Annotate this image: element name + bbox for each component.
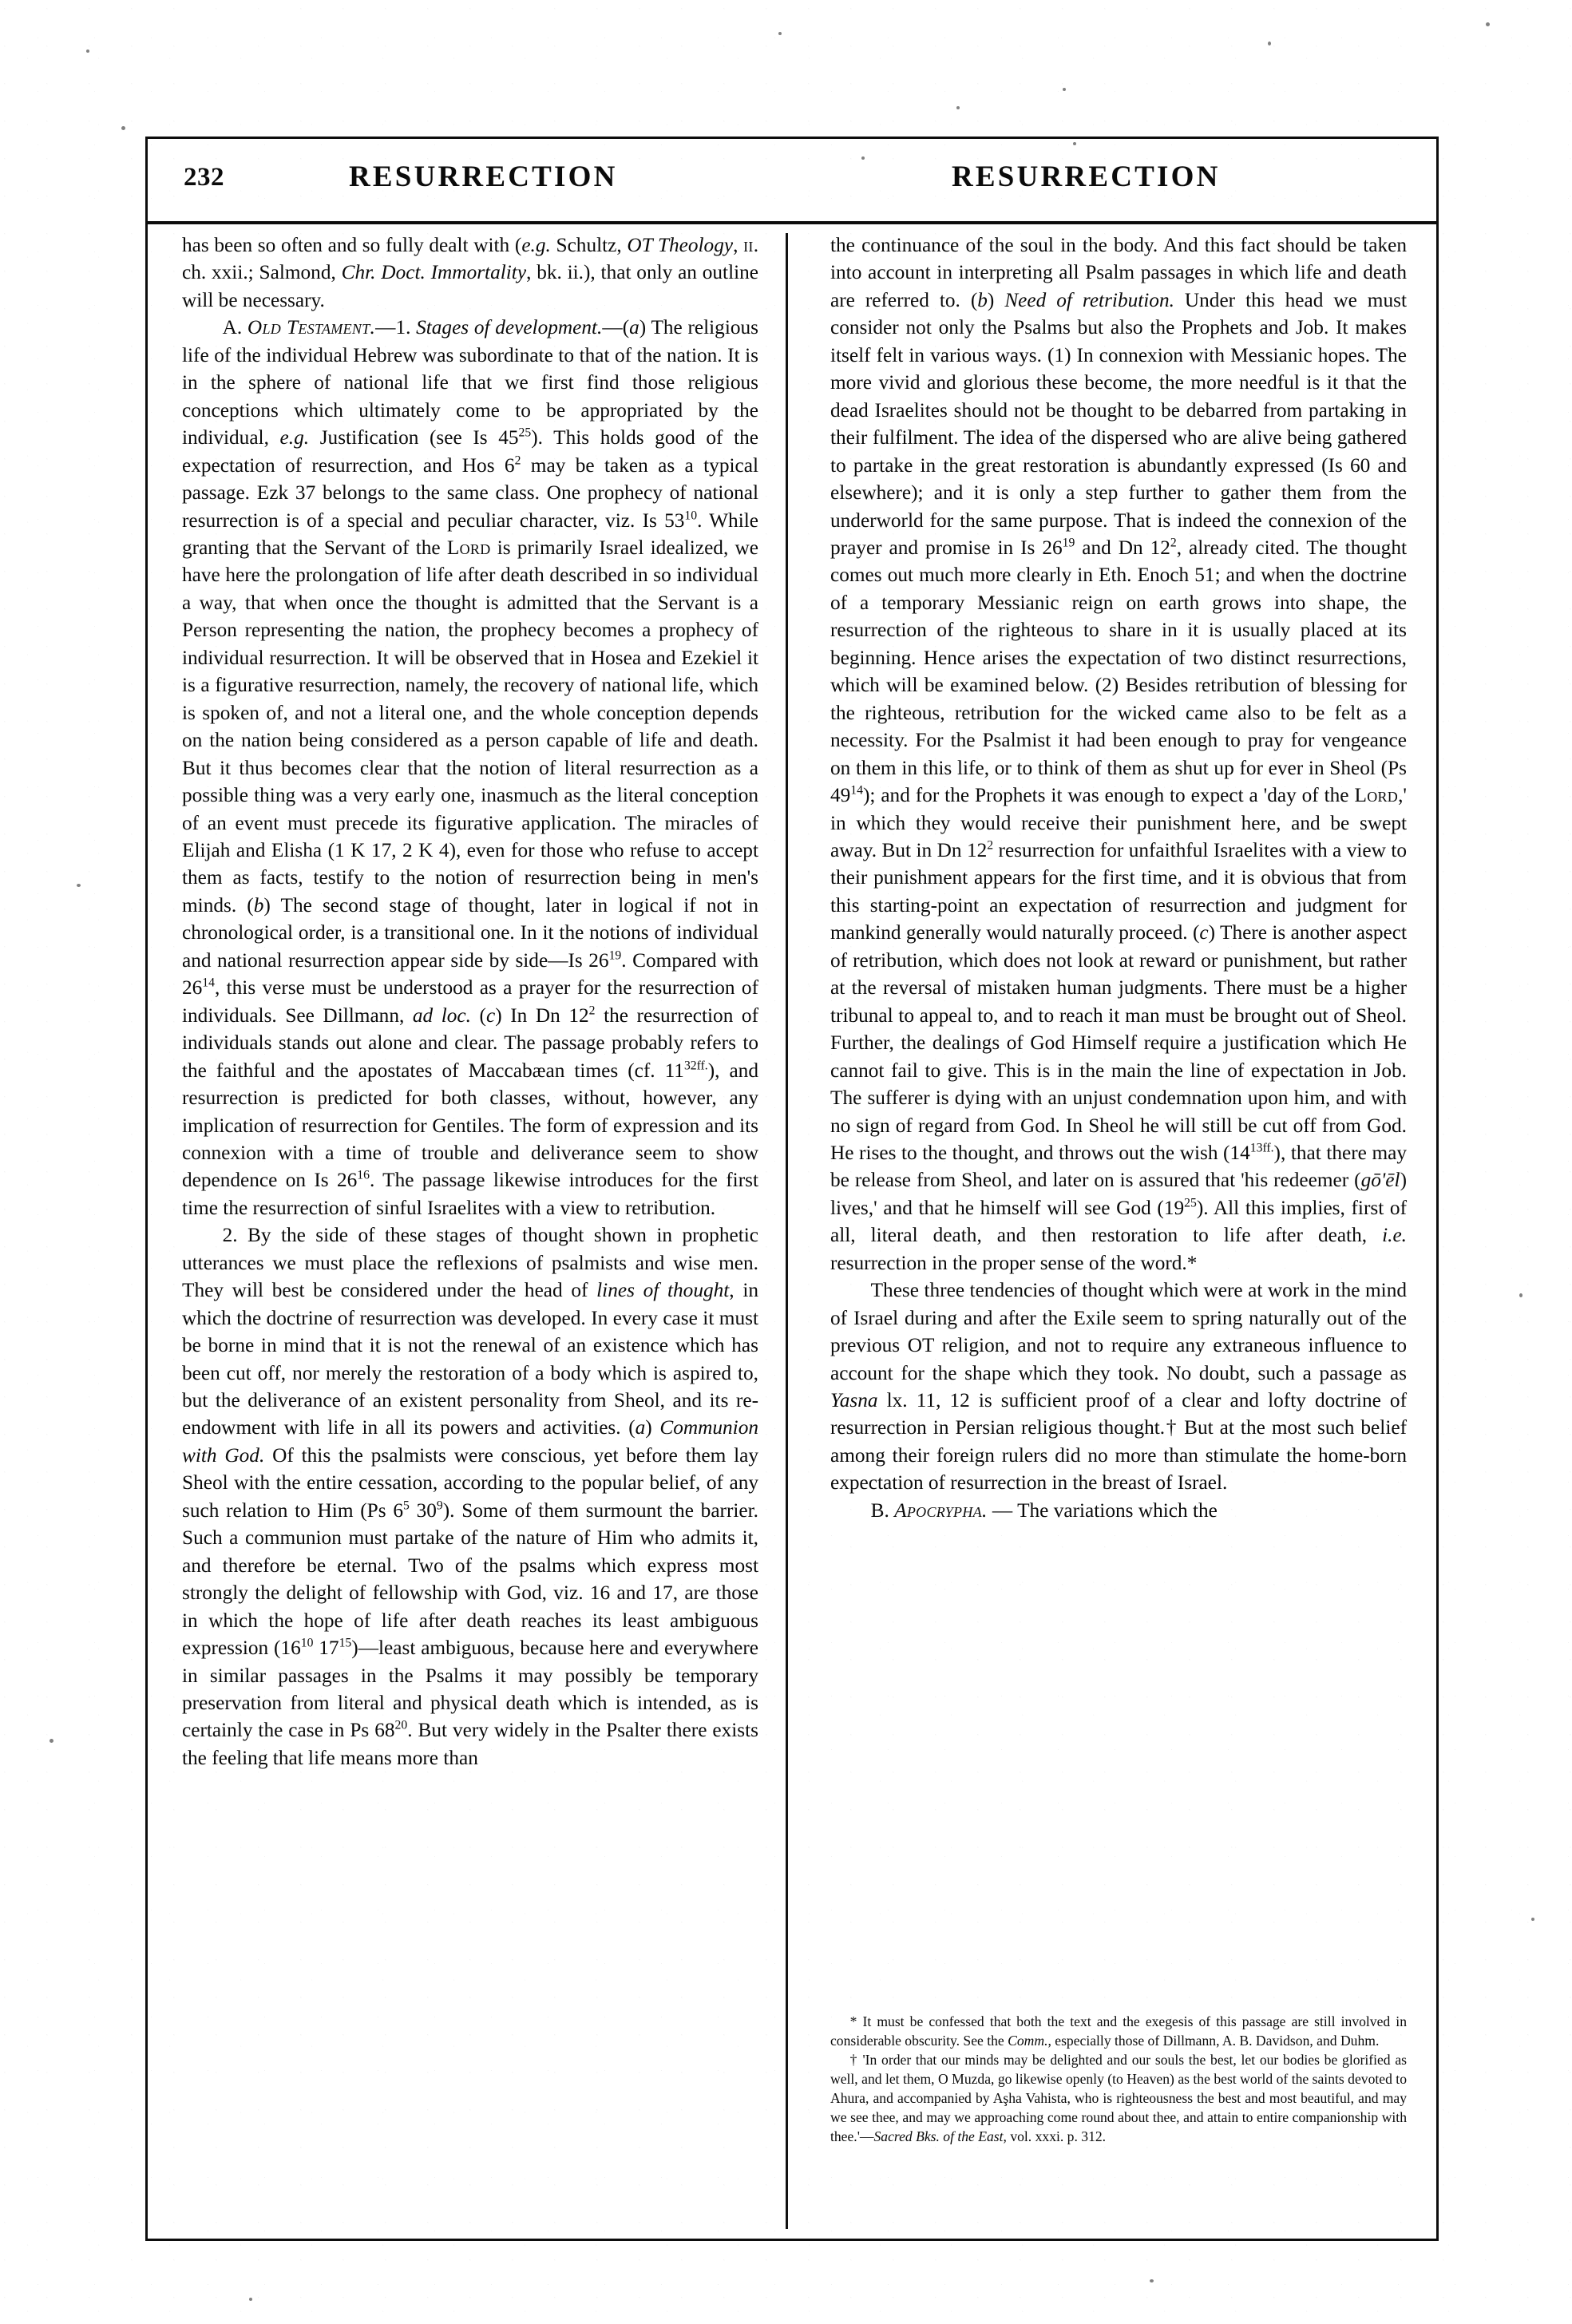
running-head-right-title: RESURRECTION [952, 160, 1221, 193]
text-column-right [830, 232, 1407, 1524]
column-divider-rule [786, 233, 788, 2229]
paragraph-old-testament: A. Old Testament.—1. Stages of development.—(a) The religious life of the individual Hebrew was subordinate to that of the nation. It is in the sphere of national life that we first find those religious conceptions which ultimately come to be appropriated by the individual, e.g. Justification (see Is $45^{25}$). This holds good of the expectation of resurrection, and Hos $6^2$ may be taken as a typical passage. Ezk 37 belongs to the same class. One prophecy of national resurrection is of a special and peculiar character, viz. Is $53^{10}$. While granting that the Servant of the Lord is primarily Israel idealized, we have here the prolongation of life after death described in so individual a way, that when once the thought is admitted that the Servant is a Person representing the nation, the prophecy becomes a prophecy of individual resurrection. It will be observed that in Hosea and Ezekiel it is a figurative resurrection, namely, the recovery of national life, which is spoken of, and not a literal one, and the whole conception depends on the nation being considered as a person capable of life and death. But it thus becomes clear that the notion of literal resurrection as a possible thing was a very early one, inasmuch as the literal conception of an event must precede its figurative application. The miracles of Elijah and Elisha (1 K 17, 2 K 4), even for those who refuse to accept them as facts, testify to the notion of resurrection being in men's minds. (b) The second stage of thought, later in logical if not in chronological order, is a transitional one. In it the notions of individual and national resurrection appear side by side—Is $26^{19}$. Compared with $26^{14}$, this verse must be understood as a prayer for the resurrection of individuals. See Dillmann, ad loc. (c) In Dn $12^2$ the resurrection of individuals stands out alone and clear. The passage probably refers to the faithful and the apostates of Maccabæan times (cf. $11^{32ff.}$), and resurrection is predicted for both classes, without, however, any implication of resurrection for Gentiles. The form of expression and its connexion with a time of trouble and deliverance seem to show dependence on Is $26^{16}$. The passage likewise introduces for the first time the resurrection of sinful Israelites with a view to retribution. [182, 316, 759, 1219]
running-head [145, 137, 1439, 224]
running-head-left-title: RESURRECTION [349, 160, 618, 193]
footnote-asterisk: * It must be confessed that both the text and the exegesis of this passage are still involved in considerable obscurity. See the Comm., especially those of Dillmann, A. B. Davidson, and Duhm. [830, 2013, 1407, 2049]
text-column-left [182, 232, 758, 1772]
paragraph-apocrypha-heading: B. Apocrypha. — The variations which the [870, 1499, 1218, 1522]
footnote-block [830, 2012, 1407, 2146]
footnote-dagger: † 'In order that our minds may be delighted and our souls the best, let our bodies be glorified as well, and let them, O Muzda, go likewise openly (to Heaven) as the best world of the saints devoted to Ahura, and accompanied by Aşha Vahista, who is righteousness the best and most beautiful, and may we see thee, and may we approaching come round about thee, and attain to entire companionship with thee.'—Sacred Bks. of the East, vol. xxxi. p. 312. [830, 2052, 1407, 2144]
paragraph-need-of-retribution: the continuance of the soul in the body. And this fact should be taken into account in interpreting all Psalm passages in which life and death are referred to. (b) Need of retribution. Under this head we must consider not only the Psalms but also the Prophets and Job. It makes itself felt in various ways. (1) In connexion with Messianic hopes. The more vivid and glorious these become, the more needful is it that the dead Israelites should not be thought to be debarred from partaking in their fulfilment. The idea of the dispersed who are alive being gathered to partake in the great restoration is abundantly expressed (Is 60 and elsewhere); and it is only a step further to gather them from the underworld for the same purpose. That is indeed the connexion of the prayer and promise in Is $26^{19}$ and Dn $12^2$, already cited. The thought comes out much more clearly in Eth. Enoch 51; and when the doctrine of a temporary Messianic reign on earth grows into shape, the resurrection of the righteous to share in it is usually placed at its beginning. Hence arises the expectation of two distinct resurrections, which will be examined below. (2) Besides retribution of blessing for the righteous, retribution for the wicked came also to be felt as a necessity. For the Psalmist it had been enough to pray for vengeance on them in this life, or to think of them as shut up for ever in Sheol (Ps $49^{14}$); and for the Prophets it was enough to expect a 'day of the Lord,' in which they would receive their punishment here, and be swept away. But in Dn $12^2$ resurrection for unfaithful Israelites with a view to their punishment appears for the first time, and it is obvious that from this starting-point an expectation of resurrection and judgment for mankind generally would naturally proceed. (c) There is another aspect of retribution, which does not look at reward or punishment, but rather at the reversal of mistaken human judgments. There must be a higher tribunal to appeal to, and to reach it man must be brought out of Sheol. Further, the dealings of God Himself require a justification which He cannot fail to give. This is in the main the line of expectation in Job. The sufferer is dying with an unjust condemnation upon him, and with no sign of regard from God. In Sheol he will still be cut off from God. He rises to the thought, and throws out the wish $(14^{13ff.})$, that there may be release from Sheol, and later on is assured that 'his redeemer (gō'ēl) lives,' and that he himself will see God $(19^{25})$. All this implies, first of all, literal death, and then restoration to life after death, i.e. resurrection in the proper sense of the word.* [830, 234, 1407, 1274]
paragraph-three-tendencies: These three tendencies of thought which were at work in the mind of Israel during and after the Exile seem to spring naturally out of the previous OT religion, and not to require any extraneous influence to account for the shape which they took. No doubt, such a passage as Yasna lx. 11, 12 is sufficient proof of a clear and lofty doctrine of resurrection in Persian religious thought.† But at the most such belief among their foreign rulers did no more than stimulate the home-born expectation of resurrection in the breast of Israel. [830, 1279, 1407, 1495]
paragraph-point-two: 2. By the side of these stages of thought shown in prophetic utterances we must place the reflexions of psalmists and wise men. They will best be considered under the head of lines of thought, in which the doctrine of resurrection was developed. In every case it must be borne in mind that it is not the renewal of an existence which has been cut off, nor merely the restoration of a body which is aspired to, but the deliverance of an existent personality from Sheol, and its re-endowment with life in all its powers and activities. (a) Communion with God. Of this the psalmists were conscious, yet before them lay Sheol with the entire cessation, according to the popular belief, of any such relation to Him (Ps $6^5$ $30^9$). Some of them surmount the barrier. Such a communion must partake of the nature of Him who admits it, and therefore be eternal. Two of the psalms which express most strongly the delight of fellowship with God, viz. 16 and 17, are those in which the hope of life after death reaches its least ambiguous expression ($16^{10}$ $17^{15})—least$ ambiguous, because here and everywhere in similar passages in the Psalms it may possibly be temporary preservation from literal and physical death which is intended, as is certainly the case in Ps $68^{20}$. But very widely in the Psalter there exists the feeling that life means more than [182, 1224, 759, 1769]
page-number: 232 [184, 163, 224, 192]
paragraph-continuation: has been so often and so fully dealt with (e.g. Schultz, OT Theology, ii. ch. xxii.; Salmond, Chr. Doct. Immortality, bk. ii.), that only an outline will be necessary. [182, 234, 759, 311]
